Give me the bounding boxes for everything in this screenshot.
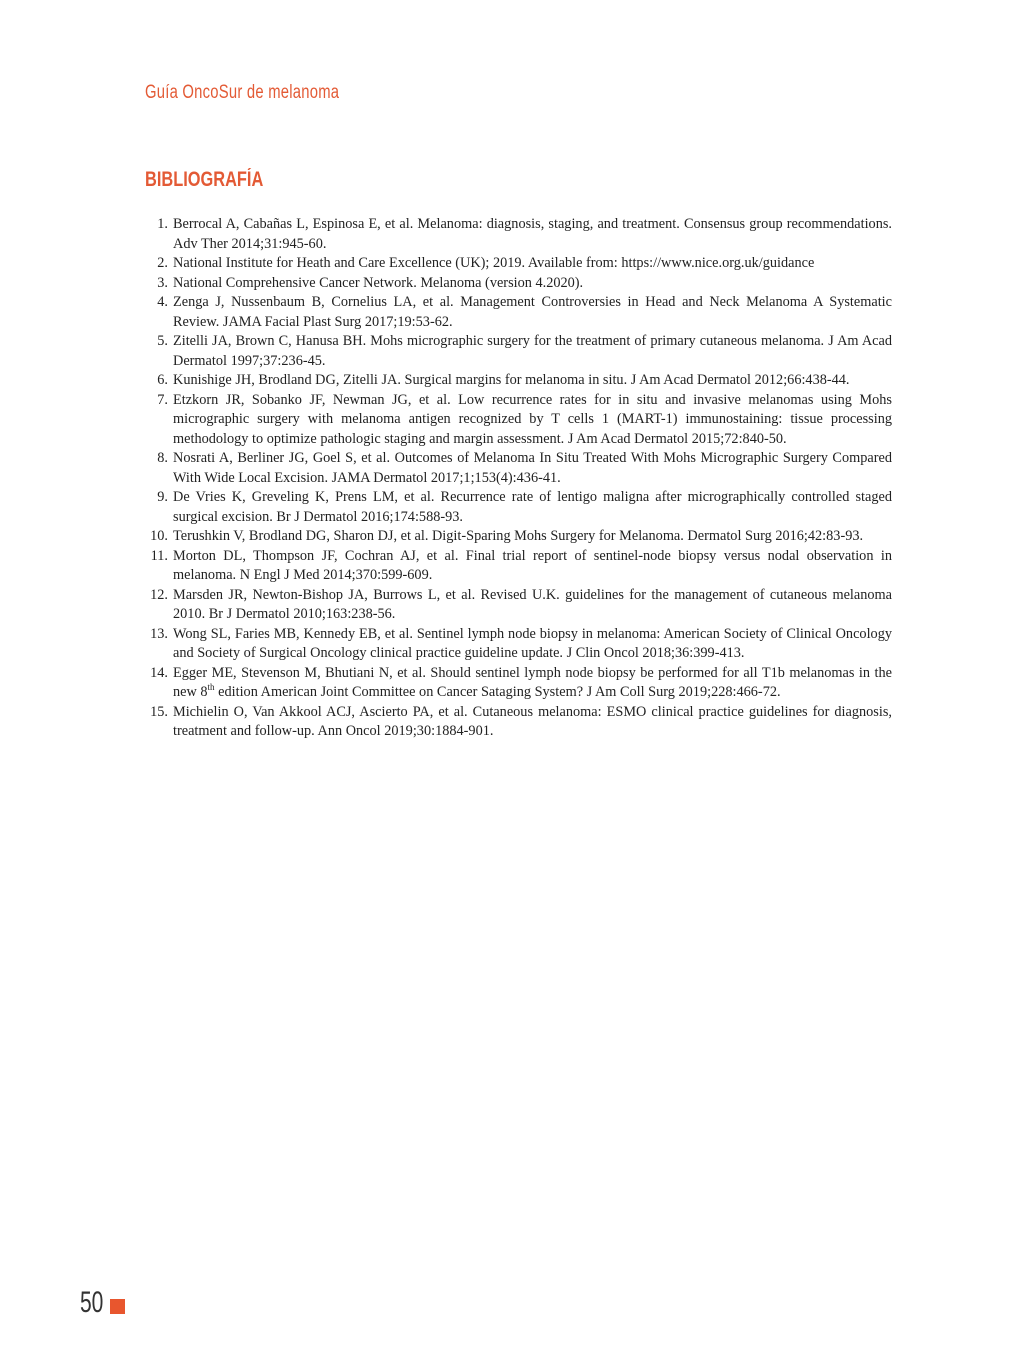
reference-text: Kunishige JH, Brodland DG, Zitelli JA. Surgical margins for melanoma in situ. J Am Acad Dermatol 2012;66:438-44. (173, 372, 850, 388)
reference-number: 5. (157, 333, 168, 349)
reference-text: Terushkin V, Brodland DG, Sharon DJ, et al. Digit-Sparing Mohs Surgery for Melanoma. Dermatol Surg 2016;42:83-93. (173, 528, 864, 544)
reference-number: 3. (157, 274, 168, 291)
running-header: Guía OncoSur de melanoma (145, 82, 340, 103)
page-number: 50 (80, 1286, 104, 1319)
reference-number: 1. (157, 216, 168, 232)
reference-item (157, 391, 892, 450)
reference-text: Zitelli JA, Brown C, Hanusa BH. Mohs micrographic surgery for the treatment of primary cutaneous melanoma. J Am Acad Dermatol 1997;37:236-45. (173, 333, 892, 369)
reference-text: National Comprehensive Cancer Network. Melanoma (version 4.2020). (173, 274, 584, 291)
reference-number: 10. (150, 528, 168, 544)
reference-text: Nosrati A, Berliner JG, Goel S, et al. Outcomes of Melanoma In Situ Treated With Mohs Micrographic Surgery Compared With Wide Local Excision. JAMA Dermatol 2017;1;153(4):436-41. (173, 450, 892, 486)
reference-number: 2. (157, 255, 168, 271)
reference-number: 15. (150, 703, 168, 720)
reference-text: Wong SL, Faries MB, Kennedy EB, et al. Sentinel lymph node biopsy in melanoma: American Society of Clinical Oncology and Society of Surgical Oncology clinical practice guideline update. J Clin Oncol 2018;36:399-413. (173, 625, 892, 661)
reference-number: 8. (157, 450, 168, 466)
reference-item (157, 215, 892, 254)
reference-item (150, 547, 892, 586)
reference-item (157, 293, 892, 332)
reference-text: Morton DL, Thompson JF, Cochran AJ, et al. Final trial report of sentinel-node biopsy versus nodal observation in melanoma. N Engl J Med 2014;370:599-609. (173, 547, 892, 583)
reference-item (157, 371, 892, 391)
reference-number: 11. (150, 547, 168, 564)
reference-item (157, 332, 892, 371)
reference-number: 6. (157, 372, 168, 388)
section-title: BIBLIOGRAFÍA (145, 168, 264, 191)
page-footer (80, 1286, 125, 1320)
reference-text: Zenga J, Nussenbaum B, Cornelius LA, et al. Management Controversies in Head and Neck Melanoma A Systematic Review. JAMA Facial Plast Surg 2017;19:53-62. (173, 294, 892, 330)
reference-list (150, 215, 892, 742)
reference-item (157, 274, 892, 294)
reference-text: National Institute for Heath and Care Excellence (UK); 2019. Available from: https://www.nice.org.uk/guidance (173, 255, 815, 271)
reference-text: De Vries K, Greveling K, Prens LM, et al. Recurrence rate of lentigo maligna after micrographically controlled staged surgical excision. Br J Dermatol 2016;174:588-93. (173, 489, 892, 525)
reference-number: 7. (157, 391, 168, 408)
reference-number: 12. (150, 586, 168, 603)
reference-item (150, 586, 892, 625)
reference-number: 9. (157, 489, 168, 505)
ordinal-superscript: th (207, 682, 215, 693)
reference-item (157, 488, 892, 527)
reference-text: Marsden JR, Newton-Bishop JA, Burrows L, et al. Revised U.K. guidelines for the management of cutaneous melanoma 2010. Br J Dermatol 2010;163:238-56. (173, 586, 892, 622)
reference-number: 13. (150, 625, 168, 642)
reference-item (157, 449, 892, 488)
reference-text: Etzkorn JR, Sobanko JF, Newman JG, et al. Low recurrence rates for in situ and invasive melanomas using Mohs micrographic surgery with melanoma antigen recognized by T cells 1 (MART-1) immunostaining: tissue processing methodology to optimize pathologic staging and margin assessment. J Am Acad Dermatol 2015;72:840-50. (173, 391, 892, 447)
reference-item (150, 703, 892, 742)
reference-item (150, 527, 892, 547)
reference-text: Berrocal A, Cabañas L, Espinosa E, et al. Melanoma: diagnosis, staging, and treatment. Consensus group recommendations. Adv Ther 2014;31:945-60. (173, 216, 892, 252)
reference-number: 4. (157, 294, 168, 310)
reference-text-before: Egger ME, Stevenson M, Bhutiani N, et al. Should sentinel lymph node biopsy be performed for all T1b melanomas in the new 8 (173, 664, 892, 700)
square-marker-icon (110, 1299, 125, 1314)
reference-number: 14. (150, 664, 168, 681)
reference-item (157, 254, 892, 274)
reference-item (150, 664, 892, 703)
reference-text-after: edition American Joint Committee on Cancer Sataging System? J Am Coll Surg 2019;228:466-72. (214, 684, 781, 700)
reference-item (150, 625, 892, 664)
reference-text: Michielin O, Van Akkool ACJ, Ascierto PA, et al. Cutaneous melanoma: ESMO clinical practice guidelines for diagnosis, treatment and follow-up. Ann Oncol 2019;30:1884-901. (173, 703, 892, 739)
